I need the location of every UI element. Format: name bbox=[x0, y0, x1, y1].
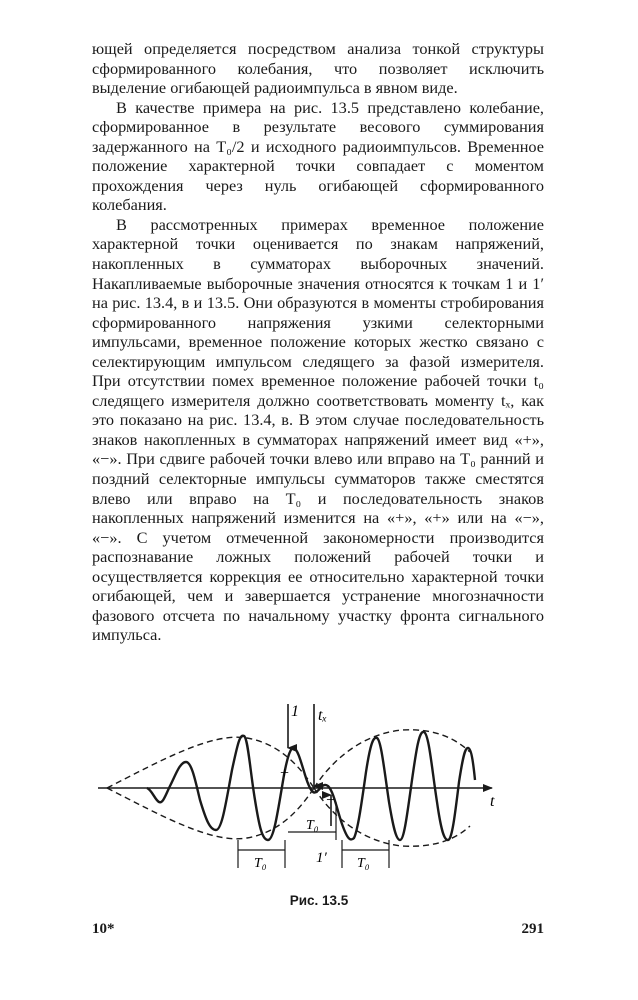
signature-mark: 10* bbox=[92, 921, 115, 937]
label-plus: + bbox=[280, 765, 290, 782]
label-minus: − bbox=[326, 792, 336, 809]
paragraph-1: ющей определяется посредством анализа тонкой структуры сформированного колебания, что позволяет исключить выделение огибающей радиоимпульса в явном виде. bbox=[92, 39, 544, 98]
label-point-1prime: 1′ bbox=[316, 850, 327, 866]
label-T0-middle: T₀ bbox=[306, 818, 319, 833]
label-t-x: tₓ bbox=[318, 707, 327, 724]
label-point-1: 1 bbox=[291, 703, 299, 720]
figure-caption: Рис. 13.5 bbox=[289, 893, 349, 908]
label-t-axis: t bbox=[490, 793, 495, 810]
envelope-left-lower bbox=[107, 788, 314, 839]
page-number: 291 bbox=[521, 921, 544, 937]
paragraph-2: В качестве примера на рис. 13.5 представлено колебание, сформированное в результате весового суммирования задержанного на T₀/2 и исходного радиоимпульсов. Временное положение характерной точки совпадает с моментом прохождения через нуль огибающей сформированного колебания. bbox=[92, 97, 544, 215]
paragraph-3: В рассмотренных примерах временное положение характерной точки оценивается по знакам напряжений, накопленных в сумматорах выборочных значений. Накапливаемые выборочные значения относятся к точкам 1 и 1′ на рис. 13.4, в и 13.5. Они образуются в моменты стробирования сформированного напряжения узкими селекторными импульсами, временное положение которых жестко связано с селектирующим импульсом следящего за фазой измерителя. При отсутствии помех временное положение рабочей точки t₀ следящего измерителя должно соответствовать моменту tₓ, как это показано на рис. 13.4, в. В этом случае последовательность знаков накопленных в сумматорах напряжений имеет вид «+», «−». При сдвиге рабочей точки влево или вправо на T₀ ранний и поздний селекторные импульсы сумматоров также сместятся влево или вправо на T₀ и последовательность знаков накопленных напряжений изменится на «+», «+» или на «−», «−». С учетом отмеченной закономерности производится распознавание ложных положений рабочей точки и осуществляется коррекция ее относительно характерной точки огибающей, чем и завершается устранение многозначности фазового отсчета по начальному участку фронта сигнального импульса. bbox=[92, 214, 544, 645]
label-T0-left: T₀ bbox=[254, 856, 267, 871]
label-T0-right: T₀ bbox=[357, 856, 370, 871]
figure-13-5 bbox=[92, 690, 544, 890]
waveform-diagram bbox=[92, 690, 544, 890]
body-text bbox=[92, 39, 544, 645]
envelope-right-upper bbox=[314, 730, 470, 788]
